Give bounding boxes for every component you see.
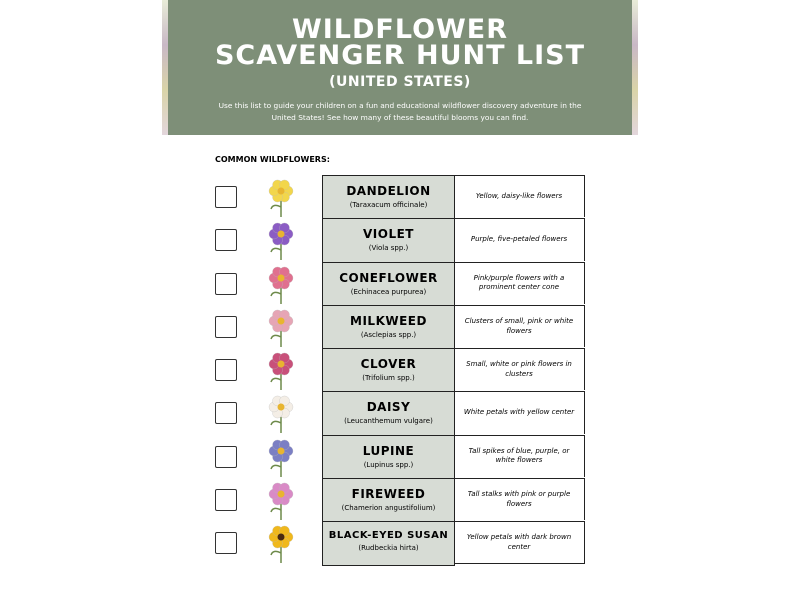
checkbox[interactable]: [215, 489, 237, 511]
flower-row: [215, 348, 586, 391]
flower-description: Clusters of small, pink or white flowers: [454, 305, 585, 347]
checkbox[interactable]: [215, 402, 237, 424]
checkbox[interactable]: [215, 316, 237, 338]
checkbox[interactable]: [215, 186, 237, 208]
flower-illustration-icon: [261, 264, 301, 304]
flower-illustration-icon: [261, 480, 301, 520]
flower-description: Small, white or pink flowers in clusters: [454, 348, 585, 390]
flower-latin-name: (Chamerion angustifolium): [341, 504, 436, 513]
flower-description: Tall stalks with pink or purple flowers: [454, 478, 585, 520]
flower-name-cell: [322, 262, 455, 305]
flower-row: [215, 262, 586, 305]
flower-name-cell: [322, 348, 455, 391]
section-heading: COMMON WILDFLOWERS:: [215, 155, 330, 164]
flower-latin-name: (Lupinus spp.): [363, 460, 414, 469]
flower-row: [215, 435, 586, 478]
flower-illustration-icon: [261, 307, 301, 347]
flower-illustration-icon: [261, 177, 301, 217]
flower-illustration-icon: [261, 523, 301, 563]
flower-row: [215, 175, 586, 218]
flower-latin-name: (Leucanthemum vulgare): [344, 417, 433, 426]
flower-latin-name: (Echinacea purpurea): [350, 287, 427, 296]
flower-row: [215, 218, 586, 261]
flower-name-cell: [322, 305, 455, 348]
flower-row: [215, 391, 586, 434]
flower-row: [215, 305, 586, 348]
checkbox[interactable]: [215, 273, 237, 295]
flower-name-cell: [322, 478, 455, 521]
wildflower-list: [215, 175, 586, 565]
flower-latin-name: (Rudbeckia hirta): [358, 544, 419, 553]
flower-illustration-icon: [261, 437, 301, 477]
flower-name: DAISY: [366, 400, 411, 415]
flower-description: Pink/purple flowers with a prominent center cone: [454, 262, 585, 304]
flower-name: CLOVER: [360, 357, 417, 372]
flower-description: Purple, five-petaled flowers: [454, 218, 585, 260]
flower-name: VIOLET: [363, 227, 414, 242]
flower-name: LUPINE: [362, 443, 415, 458]
flower-latin-name: (Viola spp.): [368, 244, 409, 253]
floral-border-right: [632, 0, 638, 135]
flower-name: FIREWEED: [351, 487, 426, 502]
flower-description: White petals with yellow center: [454, 391, 585, 433]
flower-name-cell: [322, 435, 455, 478]
intro-text: Use this list to guide your children on a fun and educational wildflower discovery adventure in the United States! See how many of these beautiful blooms you can find.: [218, 101, 582, 122]
flower-name-cell: [322, 218, 455, 261]
checkbox[interactable]: [215, 532, 237, 554]
checkbox[interactable]: [215, 229, 237, 251]
flower-illustration-icon: [261, 393, 301, 433]
flower-latin-name: (Taraxacum officinale): [349, 201, 428, 209]
flower-row: [215, 478, 586, 521]
flower-name: DANDELION: [346, 184, 431, 198]
flower-description: Yellow, daisy-like flowers: [454, 175, 585, 217]
flower-latin-name: (Asclepias spp.): [360, 330, 417, 339]
flower-name: CONEFLOWER: [339, 270, 438, 285]
flower-illustration-icon: [261, 220, 301, 260]
header-banner: [168, 0, 632, 135]
flower-name-cell: [322, 521, 455, 565]
flower-row: [215, 521, 586, 564]
page-title: WILDFLOWER SCAVENGER HUNT LIST: [214, 14, 586, 71]
flower-description: Yellow petals with dark brown center: [454, 521, 585, 563]
flower-name-cell: [322, 391, 455, 434]
checkbox[interactable]: [215, 359, 237, 381]
checkbox[interactable]: [215, 446, 237, 468]
flower-name-cell: [322, 175, 455, 218]
flower-description: Tall spikes of blue, purple, or white flowers: [454, 435, 585, 477]
flower-name: MILKWEED: [350, 313, 427, 328]
flower-illustration-icon: [261, 350, 301, 390]
flower-latin-name: (Trifolium spp.): [362, 374, 415, 383]
flower-name: BLACK-EYED SUSAN: [328, 530, 449, 542]
page-subtitle: (UNITED STATES): [329, 74, 471, 90]
